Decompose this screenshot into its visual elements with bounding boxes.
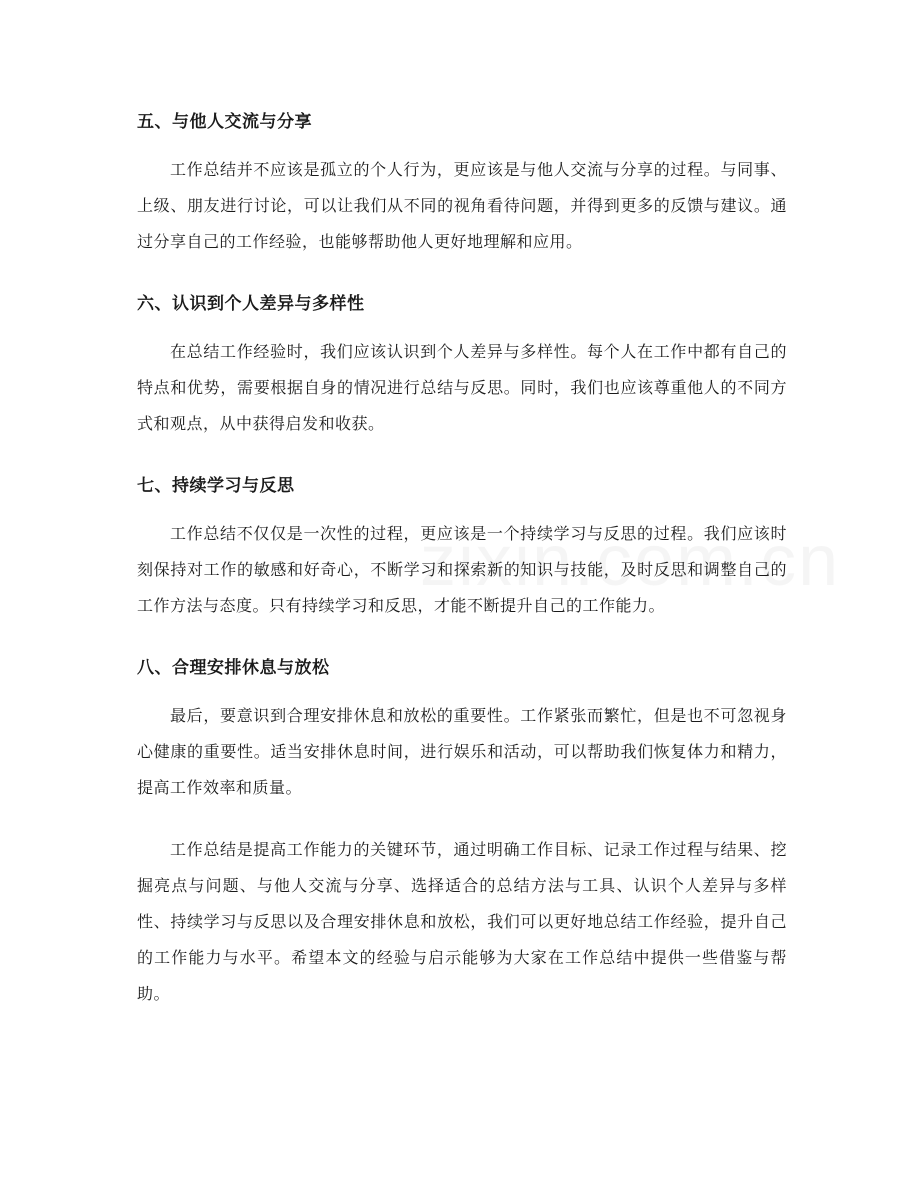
conclusion-paragraph: 工作总结是提高工作能力的关键环节，通过明确工作目标、记录工作过程与结果、挖掘亮点与问题、与他人交流与分享、选择适合的总结方法与工具、认识个人差异与多样性、持续学习与反思以及合理安排休息和放松，我们可以更好地总结工作经验，提升自己的工作能力与水平。希望本文的经验与启示能够为大家在工作总结中提供一些借鉴与帮助。 — [137, 840, 787, 1003]
section-heading-5: 五、与他人交流与分享 — [137, 112, 312, 132]
section-7-paragraph-1: 工作总结不仅仅是一次性的过程，更应该是一个持续学习与反思的过程。我们应该时刻保持对工作的敏感和好奇心，不断学习和探索新的知识与技能，及时反思和调整自己的工作方法与态度。只有持续学习和反思，才能不断提升自己的工作能力。 — [137, 524, 787, 615]
section-8-paragraph-1: 最后，要意识到合理安排休息和放松的重要性。工作紧张而繁忙，但是也不可忽视身心健康的重要性。适当安排休息时间，进行娱乐和活动，可以帮助我们恢复体力和精力，提高工作效率和质量。 — [137, 706, 787, 797]
section-heading-6: 六、认识到个人差异与多样性 — [137, 294, 365, 314]
section-heading-7: 七、持续学习与反思 — [137, 476, 295, 496]
section-heading-8: 八、合理安排休息与放松 — [137, 658, 330, 678]
section-5-paragraph-1: 工作总结并不应该是孤立的个人行为，更应该是与他人交流与分享的过程。与同事、上级、朋友进行讨论，可以让我们从不同的视角看待问题，并得到更多的反馈与建议。通过分享自己的工作经验，也能够帮助他人更好地理解和应用。 — [137, 160, 787, 251]
document-body — [137, 104, 787, 1038]
section-6-paragraph-1: 在总结工作经验时，我们应该认识到个人差异与多样性。每个人在工作中都有自己的特点和优势，需要根据自身的情况进行总结与反思。同时，我们也应该尊重他人的不同方式和观点，从中获得启发和收获。 — [137, 342, 787, 433]
